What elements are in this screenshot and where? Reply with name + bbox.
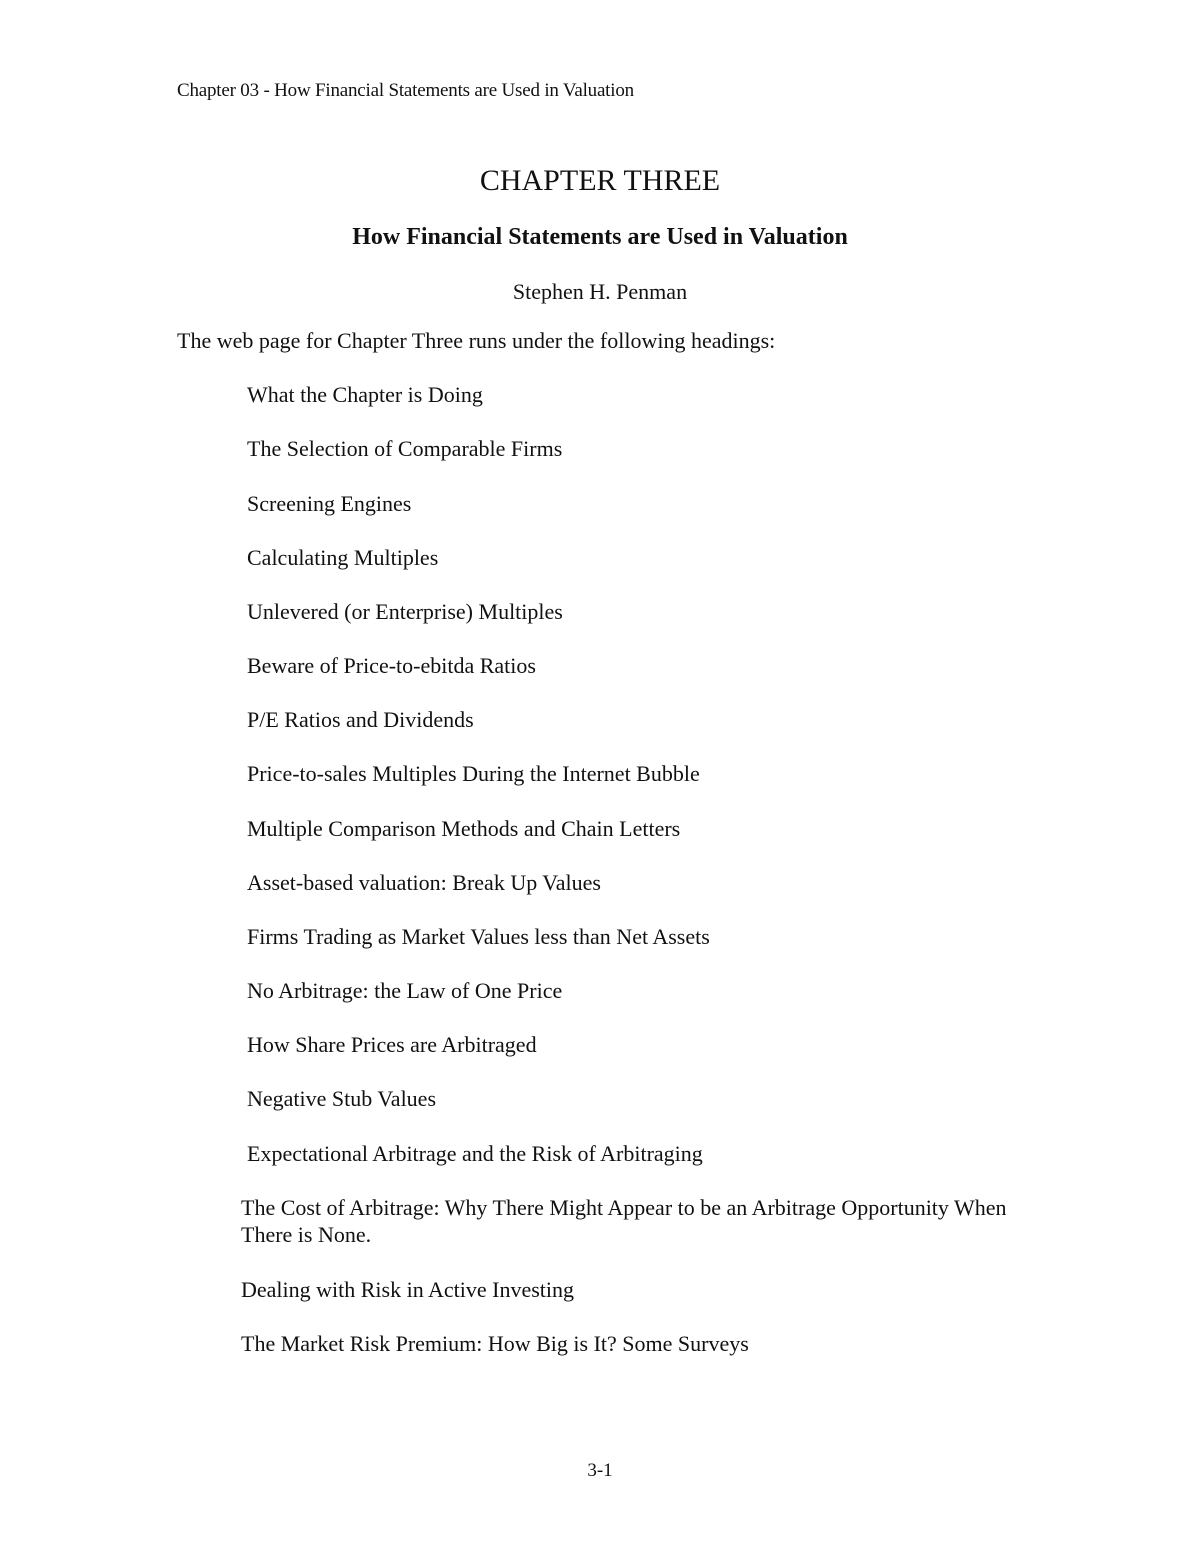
heading-item: Asset-based valuation: Break Up Values: [247, 870, 601, 895]
heading-item: The Market Risk Premium: How Big is It? Some Surveys: [241, 1331, 749, 1356]
heading-item: Calculating Multiples: [247, 545, 439, 570]
heading-item: The Cost of Arbitrage: Why There Might Appear to be an Arbitrage Opportunity When There is None.: [241, 1195, 1007, 1247]
heading-item: Unlevered (or Enterprise) Multiples: [247, 599, 563, 624]
running-header: Chapter 03 - How Financial Statements are Used in Valuation: [177, 80, 634, 101]
heading-item: P/E Ratios and Dividends: [247, 707, 474, 732]
heading-item: Expectational Arbitrage and the Risk of Arbitraging: [247, 1141, 703, 1166]
heading-item: Beware of Price-to-ebitda Ratios: [247, 653, 536, 678]
chapter-subtitle: How Financial Statements are Used in Valuation: [352, 224, 848, 250]
chapter-title: CHAPTER THREE: [479, 164, 721, 197]
author: Stephen H. Penman: [512, 279, 688, 304]
heading-item: Price-to-sales Multiples During the Internet Bubble: [247, 761, 700, 786]
heading-item: Firms Trading as Market Values less than Net Assets: [247, 924, 710, 949]
heading-item: How Share Prices are Arbitraged: [247, 1032, 537, 1057]
heading-item: Screening Engines: [247, 491, 412, 516]
heading-item: The Selection of Comparable Firms: [247, 436, 563, 461]
heading-item: Dealing with Risk in Active Investing: [241, 1277, 575, 1302]
heading-item: Multiple Comparison Methods and Chain Letters: [247, 816, 681, 841]
page-number: 3-1: [587, 1460, 613, 1481]
heading-item: No Arbitrage: the Law of One Price: [247, 978, 563, 1003]
heading-item: What the Chapter is Doing: [247, 382, 483, 407]
heading-item: Negative Stub Values: [247, 1086, 437, 1111]
intro-paragraph: The web page for Chapter Three runs under the following headings:: [177, 328, 776, 353]
